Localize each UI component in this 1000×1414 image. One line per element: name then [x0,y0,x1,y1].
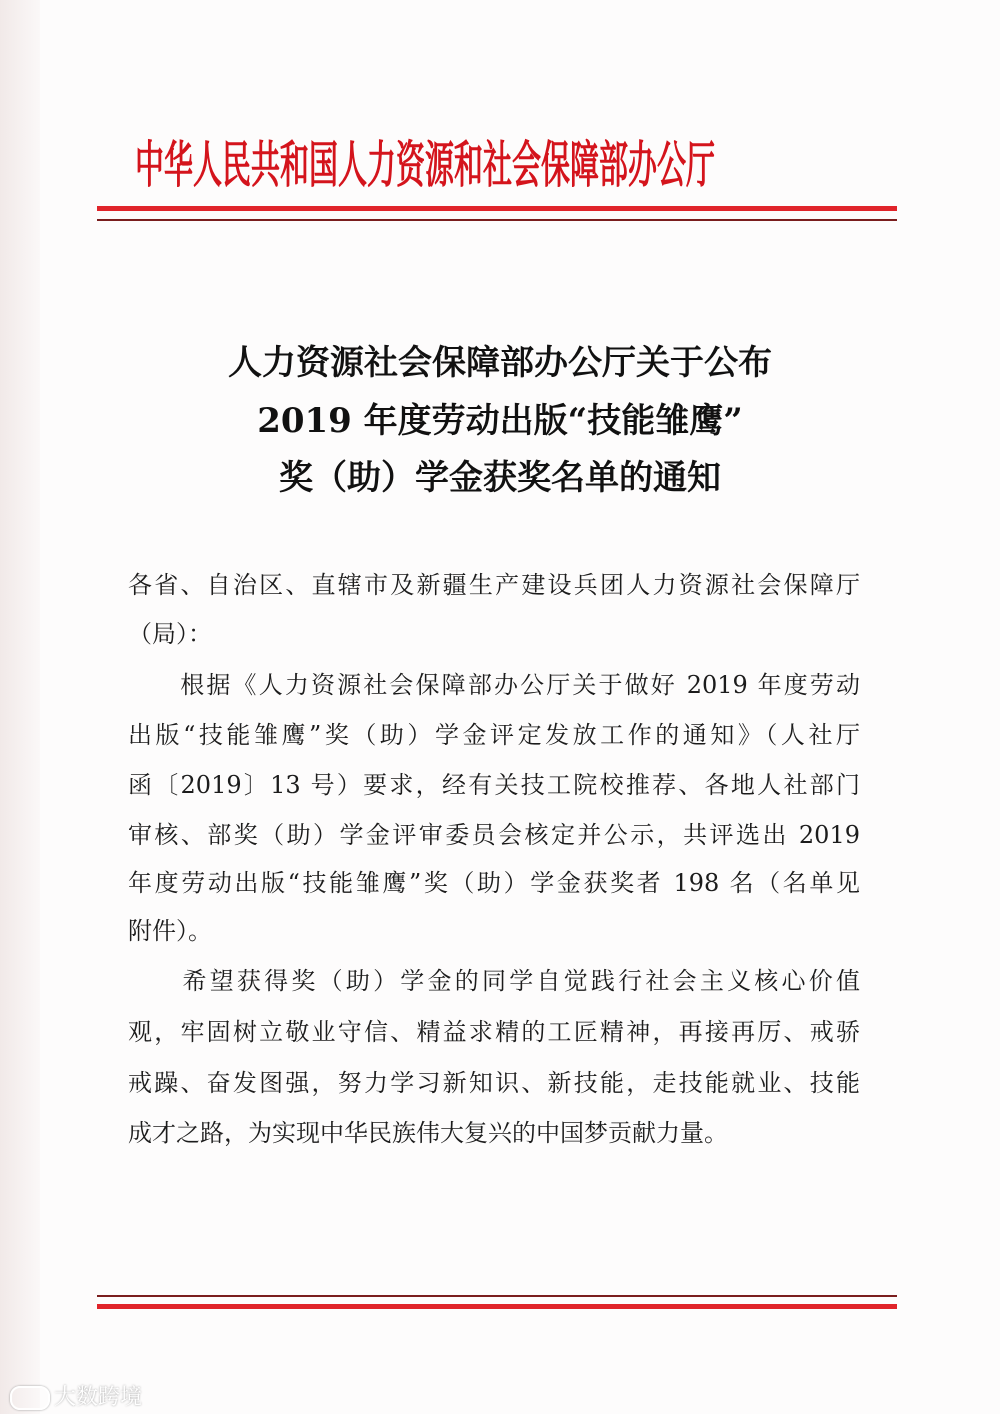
document-title-line-2: 2019 年度劳动出版“技能雏鹰” [257,401,743,441]
footer-rule-thick [97,1304,897,1309]
watermark [10,1380,142,1411]
header-rule-thin [97,219,897,221]
body-line: 根据《人力资源社会保障部办公厅关于做好 2019 年度劳动 [128,671,860,699]
body-line: 戒躁、奋发图强，努力学习新知识、新技能，走技能就业、技能 [128,1069,860,1097]
document-title-line-1: 人力资源社会保障部办公厅关于公布 [228,343,772,383]
watermark-text: 大数跨境 [54,1385,143,1410]
body-line: 成才之路，为实现中华民族伟大复兴的中国梦贡献力量。 [128,1119,728,1147]
header-rule-thick [97,206,897,211]
issuing-organization-header: 中华人民共和国人力资源和社会保障部办公厅 [135,135,715,194]
body-line: 出版“技能雏鹰”奖（助）学金评定发放工作的通知》（人社厅 [128,721,860,749]
body-line: 年度劳动出版“技能雏鹰”奖（助）学金获奖者 198 名（名单见 [128,869,860,897]
body-line: 函〔2019〕13 号）要求，经有关技工院校推荐、各地人社部门 [128,771,860,799]
body-line: 附件）。 [128,917,212,945]
body-line: 观，牢固树立敬业守信、精益求精的工匠精神，再接再厉、戒骄 [128,1018,860,1046]
body-line: 各省、自治区、直辖市及新疆生产建设兵团人力资源社会保障厅 [128,571,860,599]
body-line: 审核、部奖（助）学金评审委员会核定并公示，共评选出 2019 [128,821,860,849]
watermark-logo-icon [10,1386,50,1410]
footer-rule-thin [97,1295,897,1297]
document-title-line-3: 奖（助）学金获奖名单的通知 [279,458,721,498]
page-edge-shadow [0,0,40,1414]
body-line: （局）： [128,620,212,648]
body-line: 希望获得奖（助）学金的同学自觉践行社会主义核心价值 [128,967,860,995]
